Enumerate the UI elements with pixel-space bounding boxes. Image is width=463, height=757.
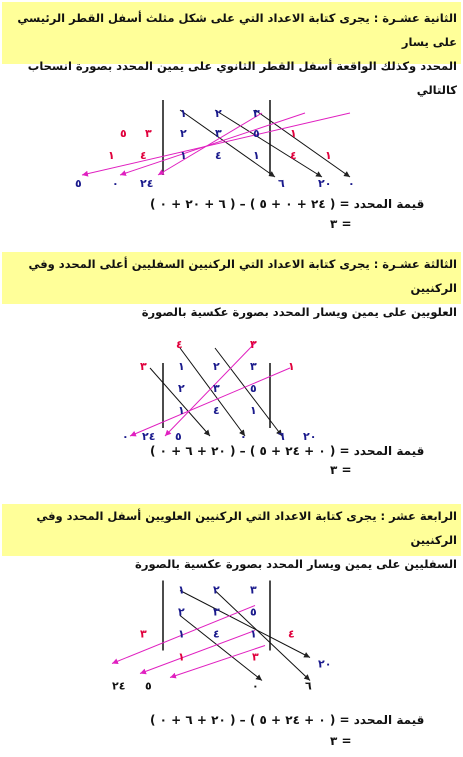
bottom-right: ٢٠ (318, 177, 332, 190)
cell: ١ (178, 360, 185, 373)
left-col: ١ (108, 149, 115, 162)
cell: ١ (253, 149, 260, 162)
cell: ٥ (250, 605, 257, 619)
rule-14-line1: الرابعة عشر : يجرى كتابة الاعداد التي الركنيين العلويين أسفل المحدد وفي الركنيين (36, 509, 457, 547)
rule-13-line1: الثالثة عشـرة : يجرى كتابة الاعداد التي الركنيين السفليين أعلى المحدد وفي الركنيين (28, 257, 457, 295)
cell: ٢ (213, 360, 220, 373)
rule-13-line2: العلويين على يمين ويسار المحدد بصورة عكسية بالصورة (141, 305, 457, 319)
bottom-left: ٢٤ (140, 177, 154, 190)
side-left: ٣ (140, 360, 147, 373)
cell: ١ (250, 627, 257, 641)
cell: ٢ (180, 127, 187, 140)
cell: ٣ (250, 360, 257, 373)
side-right: ١ (288, 360, 295, 373)
rule-13-text (2, 252, 461, 319)
bottom-right: ٢٠ (303, 430, 317, 443)
left-col: ٥ (120, 127, 127, 140)
right-col: ١ (325, 149, 332, 162)
rule-12-line2: المحدد وكذلك الواقعة أسفل القطر الثانوي على يمين المحدد بصورة انسحاب كالتالي (27, 59, 457, 97)
rule-13-result: = ٣ (330, 463, 352, 477)
cell: ١ (180, 149, 187, 162)
cell: ٢ (215, 107, 222, 120)
cell: ١ (178, 404, 185, 417)
cell: ٢ (213, 583, 220, 597)
cell: ٣ (250, 583, 257, 597)
side-left: ٣ (140, 627, 147, 641)
cell: ٢ (178, 605, 185, 619)
cell: ٤ (215, 149, 222, 162)
cell: ٢ (178, 382, 185, 395)
rule-14-result: = ٣ (330, 734, 352, 748)
bottom-left: ٢٤ (142, 430, 156, 443)
bottom-right: ٠ (348, 177, 355, 190)
cell: ١ (250, 404, 257, 417)
cell: ٥ (253, 127, 260, 140)
right-col: ٤ (290, 149, 297, 162)
bottom-left: ٥ (175, 430, 182, 443)
cell: ١ (180, 107, 187, 120)
rule-13-equation: قيمة المحدد = ( ٠ + ٢٤ + ٥ ) – ( ٢٠ + ٦ + ٠ ) (150, 444, 425, 458)
rule-12-line1: الثانية عشـرة : يجرى كتابة الاعداد التي على شكل مثلث أسفل القطر الرئيسي على يسار (17, 11, 457, 49)
inner-left: ١ (178, 650, 185, 664)
bottom-right: ٠ (240, 430, 247, 443)
rule-12-text (2, 2, 461, 97)
rule-14-text (2, 504, 461, 571)
cell: ٣ (253, 107, 260, 120)
cell: ١ (178, 627, 185, 641)
rule-14-equation: قيمة المحدد = ( ٠ + ٢٤ + ٥ ) – ( ٢٠ + ٦ + ٠ ) (150, 713, 425, 727)
bottom-right: ٢٠ (318, 657, 332, 671)
bottom-left: ٠ (252, 679, 259, 693)
bottom-left: ٥ (75, 177, 82, 190)
rule-14-line2: السفليين على يمين ويسار المحدد بصورة عكسية بالصورة (135, 557, 457, 571)
cell: ١ (178, 583, 185, 597)
left-col: ٤ (140, 149, 147, 162)
bottom-left: ٥ (145, 679, 152, 693)
cell: ٣ (213, 605, 220, 619)
inner-right: ٣ (252, 650, 259, 664)
bottom-right: ٦ (278, 177, 285, 190)
cell: ٣ (215, 127, 222, 140)
left-col: ٣ (145, 127, 152, 140)
rule-12-diagram (0, 75, 463, 215)
bottom-right: ٦ (278, 430, 285, 443)
rule-14-diagram (0, 568, 463, 708)
bottom-left: ٠ (122, 430, 129, 443)
right-col: ١ (290, 127, 297, 140)
top-right: ٣ (250, 338, 257, 351)
rule-13-diagram (0, 318, 463, 458)
top-left: ٤ (176, 338, 183, 351)
cell: ٤ (213, 627, 220, 641)
rule-12-equation: قيمة المحدد = ( ٢٤ + ٠ + ٥ ) – ( ٦ + ٢٠ + ٠ ) (150, 197, 425, 211)
bottom-left: ٠ (112, 177, 119, 190)
cell: ٤ (213, 404, 220, 417)
rule-12-result: = ٣ (330, 217, 352, 231)
bottom-right: ٦ (305, 679, 312, 693)
cell: ٣ (213, 382, 220, 395)
side-right: ٤ (288, 627, 295, 641)
bottom-left: ٢٤ (112, 679, 126, 693)
cell: ٥ (250, 382, 257, 395)
